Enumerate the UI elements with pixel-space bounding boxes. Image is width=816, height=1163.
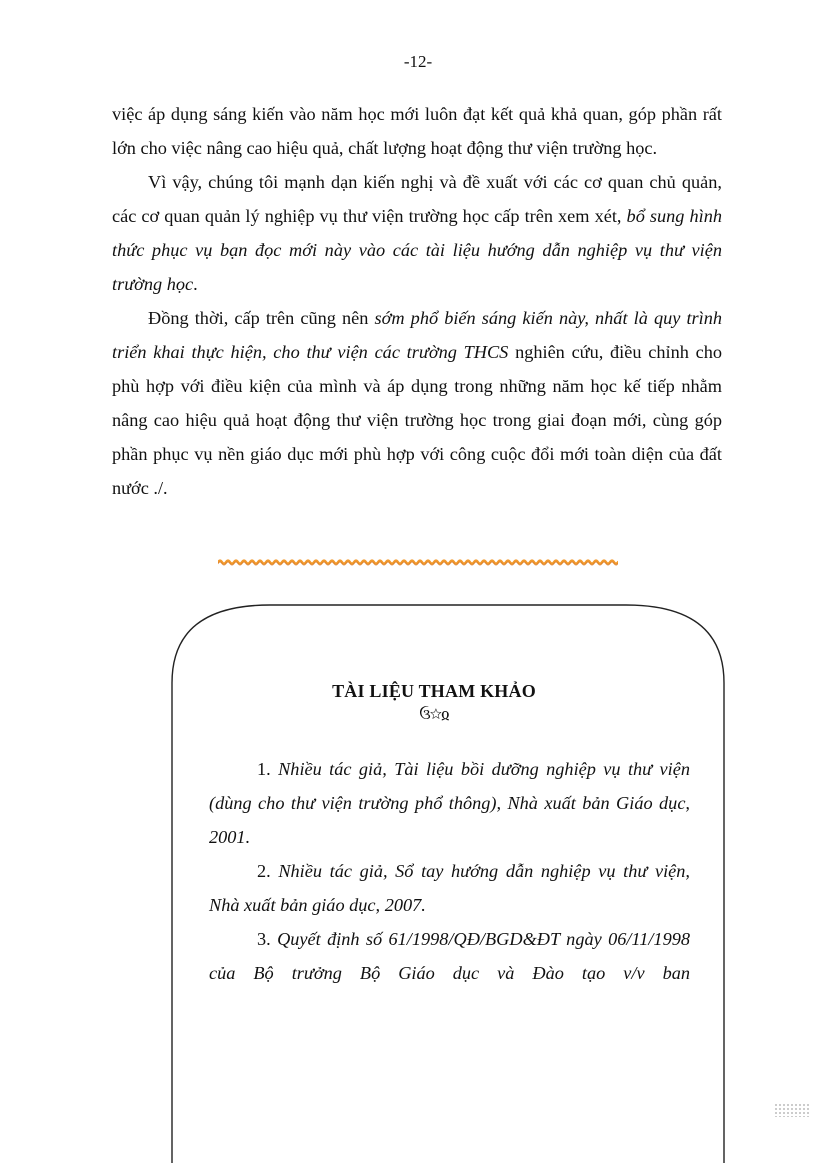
paragraph-3-emphasis: sớm phổ biến sáng kiến này, nhất là quy trình triển khai thực hiện, cho thư viện các trường THCS (112, 308, 722, 362)
page-number: -12- (403, 52, 433, 71)
paragraph-2-end: . (193, 274, 198, 294)
reference-number: 2. (257, 861, 271, 881)
reference-text: Nhiều tác giả, Sổ tay hướng dẫn nghiệp vụ thư viện, Nhà xuất bản giáo dục, 2007. (209, 861, 690, 915)
reference-item (209, 752, 690, 854)
paragraph-1: việc áp dụng sáng kiến vào năm học mới luôn đạt kết quả khả quan, góp phần rất lớn cho việc nâng cao hiệu quả, chất lượng hoạt động thư viện trường học. (112, 104, 722, 158)
reference-number: 3. (257, 929, 271, 949)
paragraph-2-emphasis: bổ sung hình thức phục vụ bạn đọc mới này vào các tài liệu hướng dẫn nghiệp vụ thư viện trường học (112, 206, 722, 294)
paragraph-3 (112, 301, 722, 505)
reference-text: Nhiều tác giả, Tài liệu bồi dưỡng nghiệp vụ thư viện (dùng cho thư viện trường phổ thông), Nhà xuất bản Giáo dục, 2001. (209, 759, 690, 847)
reference-item (209, 854, 690, 922)
paragraph-3-continuation: nghiên cứu, điều chỉnh cho phù hợp với điều kiện của mình và áp dụng trong những năm học kế tiếp nhằm nâng cao hiệu quả hoạt động thư viện trường học trong giai đoạn mới, cùng góp phần phục vụ nền giáo dục mới phù hợp với công cuộc đổi mới toàn diện của đất nước ./. (112, 342, 723, 498)
ornament-icon: ઉ☆ჲ (419, 707, 449, 723)
reference-text: Quyết định số 61/1998/QĐ/BGD&ĐT ngày 06/11/1998 của Bộ trưởng Bộ Giáo dục và Đào tạo v/v ban (209, 929, 690, 983)
wavy-divider (218, 552, 618, 572)
reference-item (209, 922, 690, 990)
reference-number: 1. (257, 759, 271, 779)
references-title: TÀI LIỆU THAM KHẢO (332, 681, 536, 701)
references-list (209, 752, 690, 990)
body-text (112, 97, 722, 505)
paragraph-2 (112, 165, 722, 301)
paragraph-2-text: Vì vậy, chúng tôi mạnh dạn kiến nghị và đề xuất với các cơ quan chủ quản, các cơ quan quản lý nghiệp vụ thư viện trường học cấp trên xem xét, (112, 172, 722, 226)
paragraph-3-text: Đồng thời, cấp trên cũng nên (148, 308, 375, 328)
page-corner-dots (774, 1103, 810, 1117)
